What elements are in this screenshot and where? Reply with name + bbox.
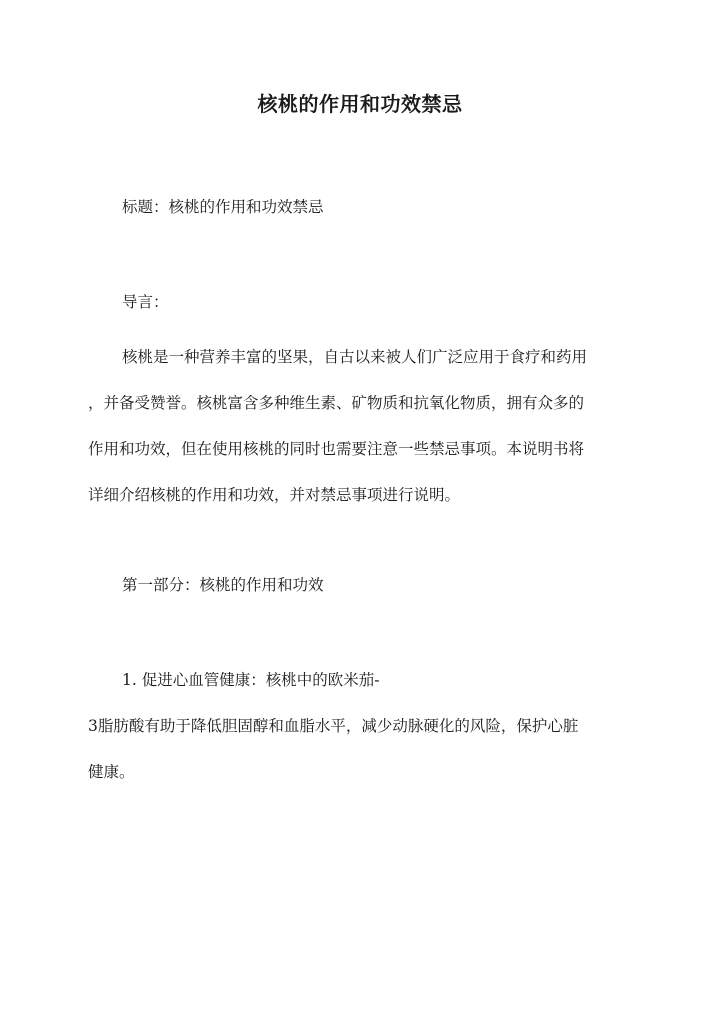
intro-heading: 导言：	[122, 293, 169, 311]
intro-paragraph	[88, 334, 636, 518]
subtitle-line: 标题：核桃的作用和功效禁忌	[122, 198, 324, 216]
intro-line: 核桃是一种营养丰富的坚果，自古以来被人们广泛应用于食疗和药用	[122, 348, 588, 366]
item1-line: 3脂肪酸有助于降低胆固醇和血脂水平，减少动脉硬化的风险，保护心脏	[88, 717, 579, 735]
item1-paragraph	[88, 657, 636, 795]
intro-line: 详细介绍核桃的作用和功效，并对禁忌事项进行说明。	[88, 486, 461, 504]
document-title: 核桃的作用和功效禁忌	[257, 92, 463, 116]
item1-line: 健康。	[88, 763, 135, 781]
part1-heading: 第一部分：核桃的作用和功效	[122, 576, 324, 594]
intro-line: 作用和功效，但在使用核桃的同时也需要注意一些禁忌事项。本说明书将	[88, 440, 585, 458]
intro-line: ，并备受赞誉。核桃富含多种维生素、矿物质和抗氧化物质，拥有众多的	[88, 394, 585, 412]
item1-line: 1. 促进心血管健康：核桃中的欧米茄-	[122, 671, 380, 689]
